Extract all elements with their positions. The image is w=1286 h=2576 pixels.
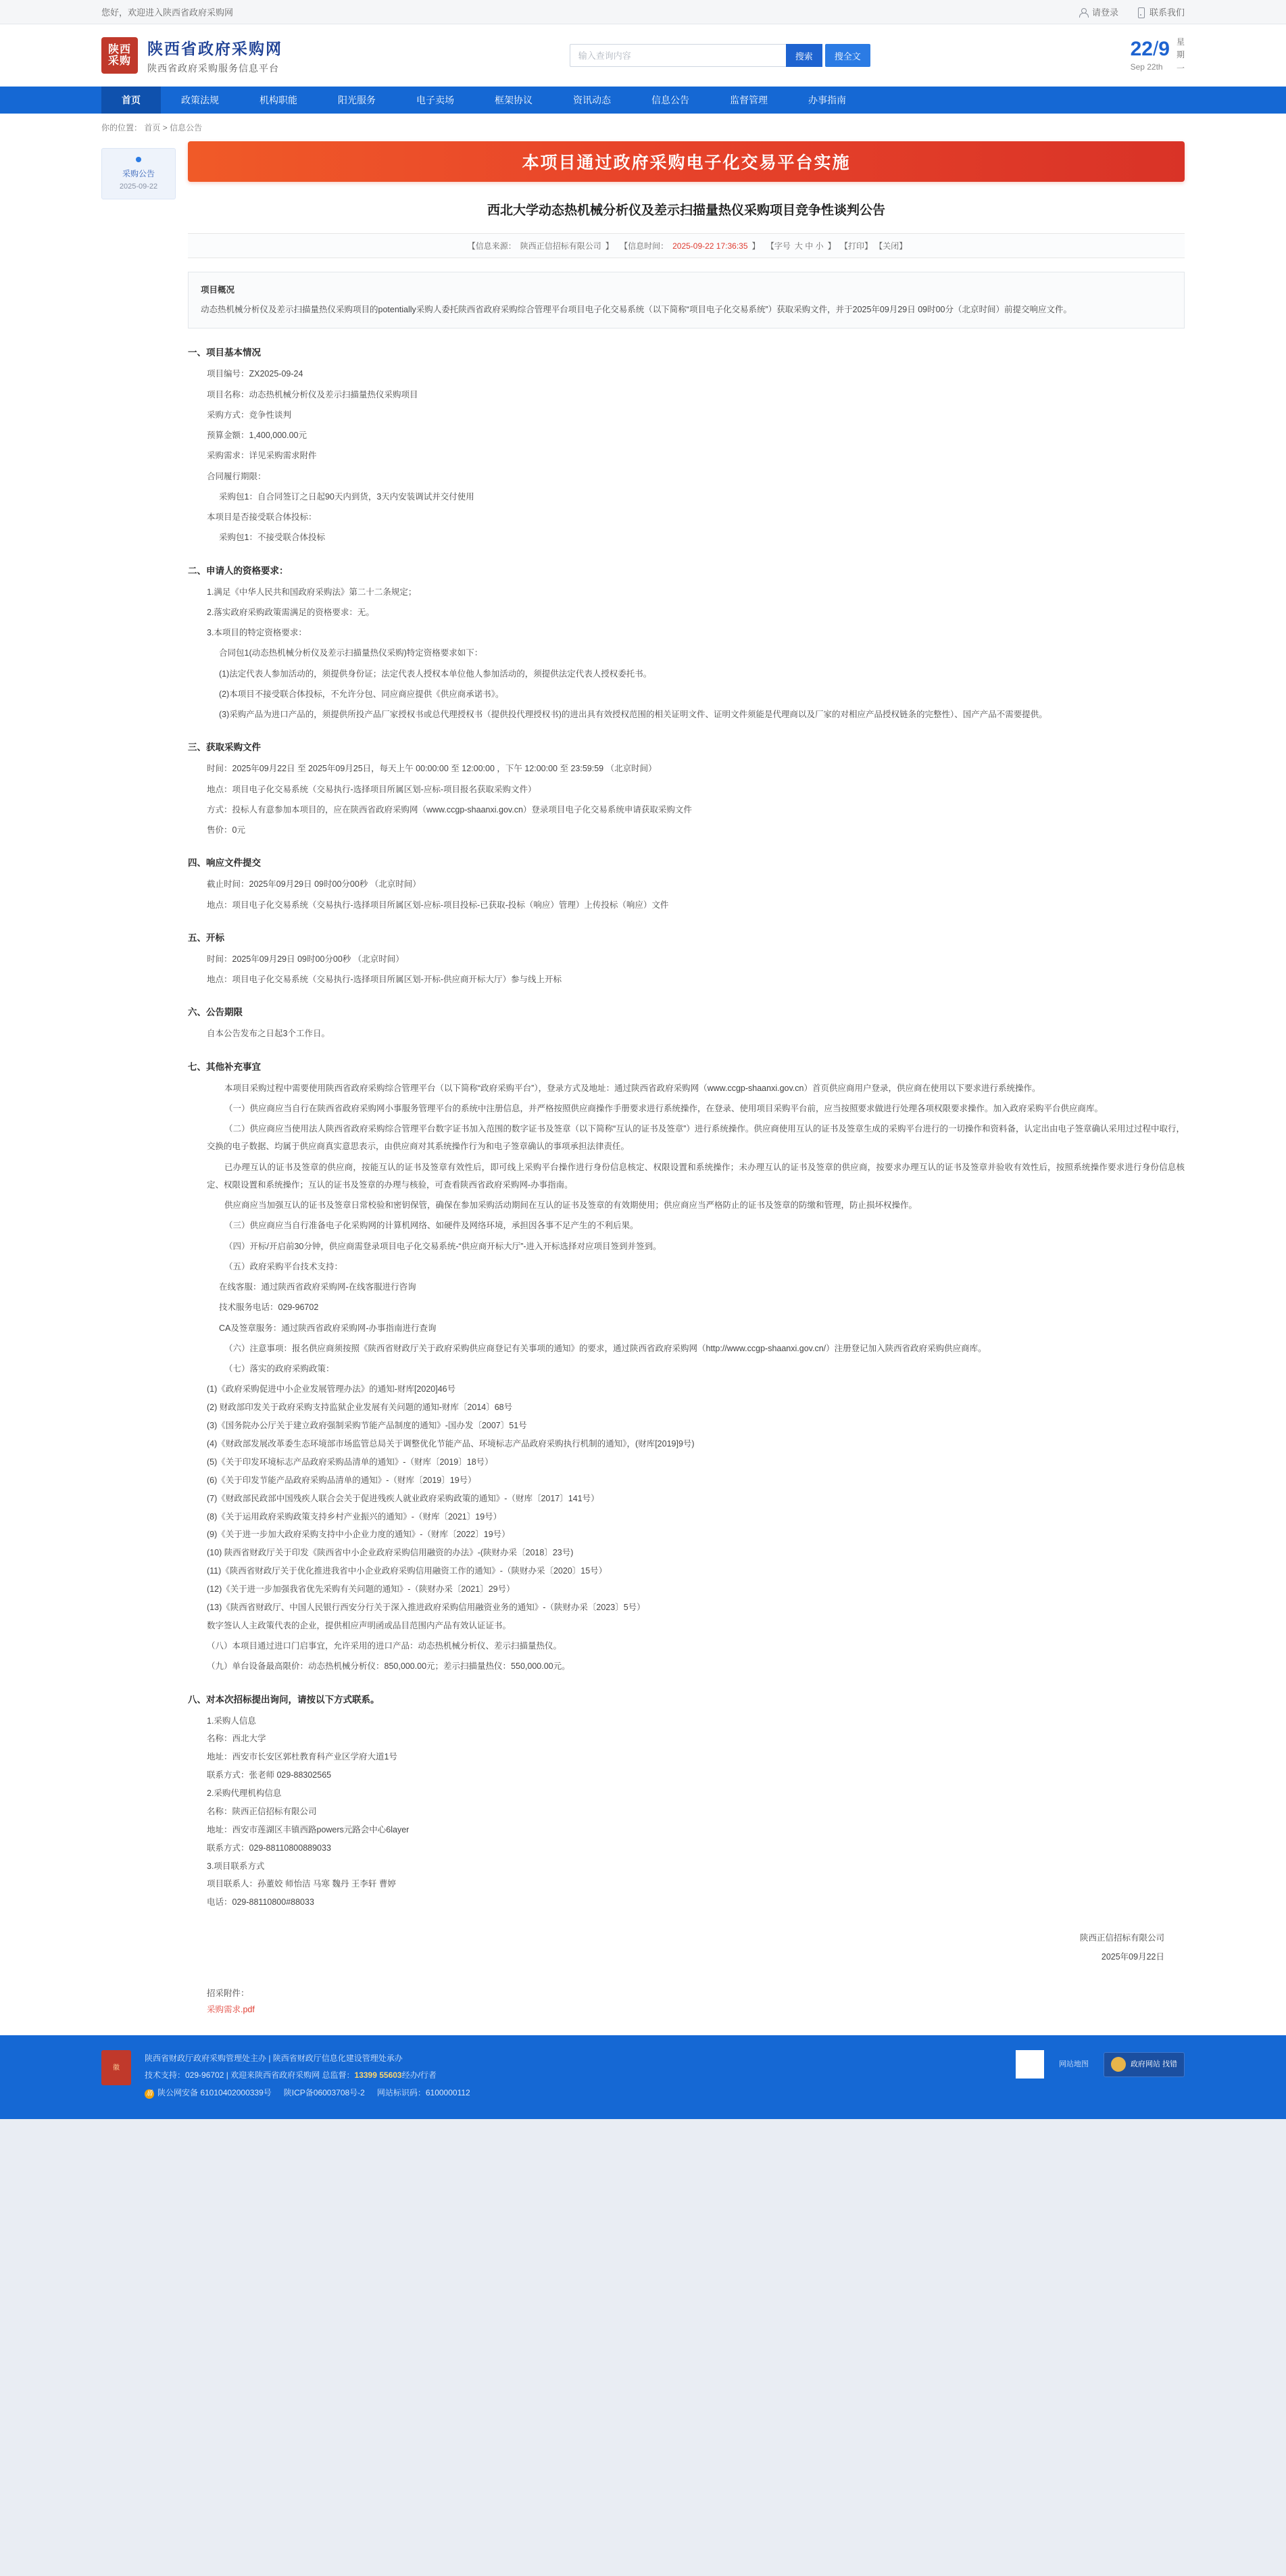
policy-list [188,1380,1185,1616]
top-links [1079,5,1185,18]
policy-item-12: (12)《关于进一步加强我省优先采购有关问题的通知》-（陕财办采〔2021〕29号） [207,1584,515,1595]
site-logo-icon: 陕西 采购 [101,37,138,74]
policy-item-3: (3)《国务院办公厅关于建立政府强制采购节能产品制度的通知》-国办发〔2007〕51号 [207,1421,527,1431]
contact-link[interactable] [1136,5,1185,18]
section-7-line-12: （六）注意事项：报名供应商须按照《陕西省财政厅关于政府采购供应商登记有关事项的通知》的要求，通过陕西省政府采购网（http://www.ccgp-shaanxi.gov.cn/）注册登记加入陕西省政府采购供应商库。 [224,1343,987,1353]
footer-right [1016,2050,1185,2079]
search-input[interactable] [570,44,786,67]
week-day: 一 [1176,63,1185,73]
footer-badge-icp[interactable] [284,2085,365,2101]
project-summary-box [188,272,1185,329]
search-area [570,44,870,67]
section-2-line-3: 3.本项目的特定资格要求： [207,628,307,638]
gov-badge-icon [1111,2057,1126,2072]
date-sub: Sep 22th [1130,62,1163,72]
section-1-line-6: 合同履行期限： [207,471,266,481]
breadcrumb [0,114,1286,141]
policy-item-2: (2) 财政部印发关于政府采购支持监狱企业发展有关问题的通知-财库〔2014〕68号 [207,1403,513,1413]
contact-project-phone: 电话：029-88110800#88033 [207,1897,314,1907]
section-7-line-7: （四）开标/开启前30分钟，供应商需登录项目电子化交易系统-“供应商开标大厅”-进入开标选择对应项目签到并签到。 [224,1241,662,1251]
date-day: 22 [1130,38,1153,60]
contact-purchaser-name: 名称：西北大学 [207,1734,266,1744]
contact-agency-phone: 联系方式：029-88110800889033 [207,1843,331,1853]
contact-agency-address: 地址：西安市莲湖区丰镇西路powers元路会中心6layer [207,1824,410,1834]
section-3-line-3: 方式：投标人有意参加本项目的，应在陕西省政府采购网（www.ccgp-shaanxi.gov.cn）登录项目电子化交易系统申请获取采购文件 [207,804,692,815]
policy-item-4: (4)《财政部发展改革委生态环境部市场监管总局关于调整优化节能产品、环境标志产品政府采购执行机制的通知》，(财库[2019]9号) [207,1439,695,1449]
article-meta [188,233,1185,258]
section-7-line-5: 供应商应当加强互认的证书及签章日常校验和密钥保管，确保在参加采购活动期间在互认的证书及签章的有效期使用；供应商应当严格防止的证书及签章的防缴和管理，防止损坏权操作。 [224,1200,918,1211]
footer-line-2-pre: 技术支持：029-96702 | 欢迎来陕西省政府采购网 总监督： [145,2070,355,2081]
qr-code-icon [1016,2050,1044,2079]
nav-item-framework[interactable]: 框架协议 [495,95,533,105]
section-1-line-8: 本项目是否接受联合体投标： [207,512,317,523]
policy-tail-1: 数字签认人主政策代表的企业，提供相应声明函或品目范围内产品有效认证证书。 [207,1620,512,1630]
meta-source-close: 】 [605,241,614,251]
nav-item-home[interactable]: 首页 [101,87,161,114]
footer-text [145,2050,1002,2101]
contact-purchaser-phone: 联系方式：张老师 029-88302565 [207,1770,332,1780]
policy-item-13: (13)《陕西省财政厅、中国人民银行西安分行关于深入推进政府采购信用融资业务的通知》-（陕财办采〔2023〕5号） [207,1602,645,1612]
meta-time-label: 【信息时间： [620,241,669,251]
login-label: 请登录 [1091,7,1118,18]
contact-label: 联系我们 [1149,7,1185,18]
contact-project-title: 3.项目联系方式 [207,1861,265,1871]
policy-item-7: (7)《财政部民政部中国残疾人联合会关于促进残疾人就业政府采购政策的通知》-（财库〔2017〕141号） [207,1493,599,1503]
section-heading-1: 一、项目基本情况 [188,347,261,358]
content-area [0,141,1286,2035]
section-1-line-1: 项目编号：ZX2025-09-24 [207,369,303,379]
site-footer [0,2035,1286,2119]
breadcrumb-sep: > [162,123,170,132]
nav-item-market[interactable]: 电子卖场 [416,95,454,105]
contact-purchaser-address: 地址：西安市长安区郭杜教育科产业区学府大道1号 [207,1752,397,1762]
footer-line-2-post: 经办/行者 [401,2070,437,2081]
breadcrumb-item-announcement[interactable]: 信息公告 [170,123,203,132]
policy-item-10: (10) 陕西省财政厅关于印发《陕西省中小企业政府采购信用融资的办法》-(陕财办采〔2018〕23号) [207,1548,574,1558]
gov-site-report-badge[interactable] [1104,2052,1185,2077]
login-link[interactable] [1079,5,1118,18]
footer-badge-police-text: 陕公网安备 61010402000339号 [157,2087,272,2097]
section-7-line-4: 已办理互认的证书及签章的供应商，按能互认的证书及签章有效性后，即可线上采购平台操作进行身份信息核定、权限设置和系统操作；未办理互认的证书及签章的供应商，按要求办理互认的证书及签章并验收有效性后，按照系统操作要求进行身份信息核定、权限设置和系统操作；互认的证书及签章的办理与核验，可查看陕西省政府采购网-办事指南。 [207,1162,1185,1190]
date-widget [1131,36,1185,75]
section-7-line-3: （二）供应商应当使用法人陕西省政府采购综合管理平台数字证书加入范围的数字证书及签章（以下简称“互认的证书及签章”）进行系统操作。供应商使用互认的证书及签章生成的采购平台进行的一切操作和资料备，认定出由电子签章确认采用过过程中取行，交换的电子数据、均属于供应商真实意思表示，由供应商对其系统操作行为和电子签章确认的事项承担法律责任。 [207,1124,1185,1152]
section-7-line-10: 技术服务电话：029-96702 [219,1303,319,1313]
section-3-line-2: 地点：项目电子化交易系统（交易执行-选择项目所属区划-应标-项目报名获取采购文件） [207,784,537,794]
attachment-label: 招采附件： [207,1989,249,1999]
gov-badge-text: 政府网站 找错 [1130,2060,1177,2068]
contact-block-agency [188,1784,1185,1857]
section-heading-4: 四、响应文件提交 [188,858,261,869]
section-5-line-2: 地点：项目电子化交易系统（交易执行-选择项目所属区划-开标-供应商开标大厅）参与线上开标 [207,975,562,985]
phone-icon [1136,7,1145,17]
meta-source-label: 【信息来源： [467,241,516,251]
site-name: 陕西省政府采购网 [147,39,282,57]
section-6-line-1: 自本公告发布之日起3个工作日。 [207,1029,330,1039]
contact-purchaser-title: 1.采购人信息 [207,1716,256,1726]
footer-badge-siteid [377,2085,470,2101]
font-size-options[interactable]: 大 中 小 [794,241,824,251]
sidebar [101,141,176,199]
section-1-line-5: 采购需求：详见采购需求附件 [207,451,317,461]
attachment-link[interactable]: 采购需求.pdf [207,2005,255,2015]
section-2-line-5: (1)法定代表人参加活动的，须提供身份证；法定代表人授权本单位他人参加活动的，须提供法定代表人授权委托书。 [219,669,652,679]
sidebar-card-title: 采购公告 [122,169,155,178]
section-7-line-9: 在线客服：通过陕西省政府采购网-在线客服进行咨询 [219,1282,416,1292]
site-map-link[interactable]: 网站地图 [1058,2060,1089,2068]
week-top: 星 [1176,37,1185,47]
sidebar-card-date: 2025-09-22 [119,183,158,191]
nav-item-announcement[interactable]: 信息公告 [651,95,689,105]
section-7-line-13: （七）落实的政府采购政策： [224,1364,335,1374]
section-7-line-6: （三）供应商应当自行准备电子化采购网的计算机网络、如硬件及网络环境，承担因各事不足产生的不利后果。 [224,1221,639,1231]
date-number [1131,39,1170,59]
page-title: 西北大学动态热机械分析仪及差示扫描量热仪采购项目竞争性谈判公告 [487,203,885,218]
breadcrumb-prefix: 你的位置： [101,123,143,132]
gov-emblem-icon: 徽 [101,2050,131,2085]
section-heading-2: 二、申请人的资格要求： [188,565,289,576]
section-7-line-8: （五）政府采购平台技术支持： [224,1261,343,1271]
footer-line-2 [145,2067,1002,2084]
section-2-line-4: 合同包1(动态热机械分析仪及差示扫描量热仪采购)特定资格要求如下： [219,648,483,658]
footer-badge-siteid-text: 网站标识码：6100000112 [376,2087,470,2097]
section-heading-6: 六、公告期限 [188,1007,243,1018]
search-fulltext-button[interactable]: 搜全文 [825,44,870,67]
contact-agency-name: 名称：陕西正信招标有限公司 [207,1806,317,1816]
section-3-line-4: 售价：0元 [207,825,245,835]
close-button[interactable]: 【关闭】 [874,241,908,251]
meta-font-close: 】 [827,241,836,251]
contact-agency-title: 2.采购代理机构信息 [207,1789,282,1799]
nav-item-news[interactable]: 资讯动态 [573,95,611,105]
meta-time-value: 2025-09-22 17:36:35 [672,241,748,251]
greeting-text: 您好，欢迎进入陕西省政府采购网 [101,7,234,18]
meta-time-close: 】 [751,241,760,251]
section-7-line-1: 本项目采购过程中需要使用陕西省政府采购综合管理平台（以下简称“政府采购平台”），登录方式及地址：通过陕西省政府采购网（www.ccgp-shaanxi.gov.cn）首页供应商用户登录，供应商在使用以下要求进行系统操作。 [224,1083,1041,1093]
section-2-line-1: 1.满足《中华人民共和国政府采购法》第二十二条规定； [207,587,417,597]
policy-item-9: (9)《关于进一步加大政府采购支持中小企业力度的通知》-（财库〔2022〕19号） [207,1530,510,1540]
nav-item-supervision[interactable]: 监督管理 [730,95,768,105]
policy-item-11: (11)《陕西省财政厅关于优化推进我省中小企业政府采购信用融资工作的通知》-（陕财办采〔2020〕15号） [207,1566,608,1576]
section-3-line-1: 时间：2025年09月22日 至 2025年09月25日，每天上午 00:00:00 至 12:00:00 ，下午 12:00:00 至 23:59:59 （北京时间） [207,764,657,774]
footer-badge-icp-text: 陕ICP备06003708号-2 [283,2087,365,2097]
section-1-line-4: 预算金额：1,400,000.00元 [207,431,307,441]
signature-org: 陕西正信招标有限公司 [1079,1933,1164,1943]
section-2-line-7: (3)采购产品为进口产品的，须提供所投产品厂家授权书或总代理授权书（提供投代理授权书)的进出具有效授权范围的相关证明文件、证明文件须能是代理商以及厂家的对相应产品授权链条的完整性）、国产产品不需要提供。 [219,710,1047,720]
date-separator: / [1152,38,1159,60]
bullet-icon [136,157,141,162]
section-1-line-3: 采购方式：竞争性谈判 [207,410,292,420]
footer-hotline: 13399 55603 [354,2070,402,2081]
meta-font-label: 【字号 [766,241,791,251]
nav-item-policy[interactable]: 政策法规 [181,95,219,105]
shield-icon: 盾 [146,2089,153,2097]
section-7-line-2: （一）供应商应当自行在陕西省政府采购网小事服务管理平台的系统中注册信息，并严格按照供应商操作手册要求进行系统操作，在登录、使用项目采购平台前，应当按照要求做进行处理各项权限要求操作。加入政府采购平台供应商库。 [224,1103,1104,1113]
section-heading-7: 七、其他补充事宜 [188,1061,261,1072]
user-icon [1079,7,1088,17]
policy-item-6: (6)《关于印发节能产品政府采购品清单的通知》-（财库〔2019〕19号） [207,1475,476,1485]
policy-tail-3: （九）单台设备最高限价：动态热机械分析仪：850,000.00元；差示扫描量热仪：550,000.00元。 [207,1661,570,1672]
section-2-line-2: 2.落实政府采购政策需满足的资格要求：无。 [207,607,374,617]
top-utility-bar [0,0,1286,24]
section-7-line-11: CA及签章服务：通过陕西省政府采购网-办事指南进行查询 [219,1323,437,1333]
site-header [0,24,1286,87]
footer-badge-police[interactable] [145,2085,272,2101]
footer-line-1: 陕西省财政厅政府采购管理处主办 | 陕西省财政厅信息化建设管理处承办 [145,2053,403,2064]
section-heading-8: 八、对本次招标提出询问，请按以下方式联系。 [188,1694,380,1705]
brand[interactable] [101,37,282,75]
summary-text: 动态热机械分析仪及差示扫描量热仪采购项目的potentially采购人委托陕西省政府采购综合管理平台项目电子化交易系统（以下简称“项目电子化交易系统”）获取采购文件，并于2025年09月29日 09时00分（北京时间）前提交响应文件。 [201,305,1072,315]
contact-block-purchaser [188,1712,1185,1785]
section-2-line-6: (2)本项目不接受联合体投标，不允许分包、同应商应提供《供应商承诺书》。 [219,689,504,699]
date-month: 9 [1158,38,1170,60]
section-heading-5: 五、开标 [188,932,224,943]
policy-item-5: (5)《关于印发环境标志产品政府采购品清单的通知》-（财库〔2019〕18号） [207,1457,493,1467]
policy-tail-2: （八）本项目通过进口门启事宜，允许采用的进口产品：动态热机械分析仪、差示扫描量热仪。 [207,1641,562,1651]
contact-block-project [188,1857,1185,1912]
weekday-widget [1177,36,1185,75]
summary-title: 项目概况 [201,285,235,295]
signature-block [188,1929,1185,1966]
breadcrumb-item-home[interactable]: 首页 [144,123,161,132]
section-heading-3: 三、获取采购文件 [188,742,261,753]
section-1-line-7: 采购包1：自合同签订之日起90天内到货，3天内安装调试并交付使用 [219,491,474,502]
section-4-line-1: 截止时间：2025年09月29日 09时00分00秒 （北京时间） [207,879,421,890]
nav-item-functions[interactable]: 机构职能 [259,95,297,105]
section-5-line-1: 时间：2025年09月29日 09时00分00秒 （北京时间） [207,954,404,964]
signature-date: 2025年09月22日 [1101,1951,1164,1962]
section-1-line-2: 项目名称：动态热机械分析仪及差示扫描量热仪采购项目 [207,389,418,399]
section-1-line-9: 采购包1：不接受联合体投标 [219,533,325,543]
nav-item-service[interactable]: 阳光服务 [338,95,376,105]
policy-item-1: (1)《政府采购促进中小企业发展管理办法》的通知-财库[2020]46号 [207,1384,456,1394]
main-nav [0,87,1286,114]
nav-item-guide[interactable]: 办事指南 [808,95,846,105]
policy-item-8: (8)《关于运用政府采购政策支持乡村产业振兴的通知》-（财库〔2021〕19号） [207,1511,502,1522]
section-4-line-2: 地点：项目电子化交易系统（交易执行-选择项目所属区划-应标-项目投标-已获取-投标（响应）管理）上传投标（响应）文件 [207,900,669,910]
contact-project-person: 项目联系人：孙董姣 师怡洁 马寒 魏丹 王李轩 曹婷 [207,1879,396,1889]
week-bottom: 期 [1176,50,1185,60]
promo-banner: 本项目通过政府采购电子化交易平台实施 [188,141,1185,182]
sidebar-card-announcement[interactable] [101,148,176,199]
search-button[interactable]: 搜索 [786,44,822,67]
site-subtitle: 陕西省政府采购服务信息平台 [147,62,279,74]
print-button[interactable]: 【打印】 [839,241,872,251]
footer-badges [145,2085,1002,2101]
article-main [188,141,1185,2015]
meta-source-value: 陕西正信招标有限公司 [520,241,601,251]
